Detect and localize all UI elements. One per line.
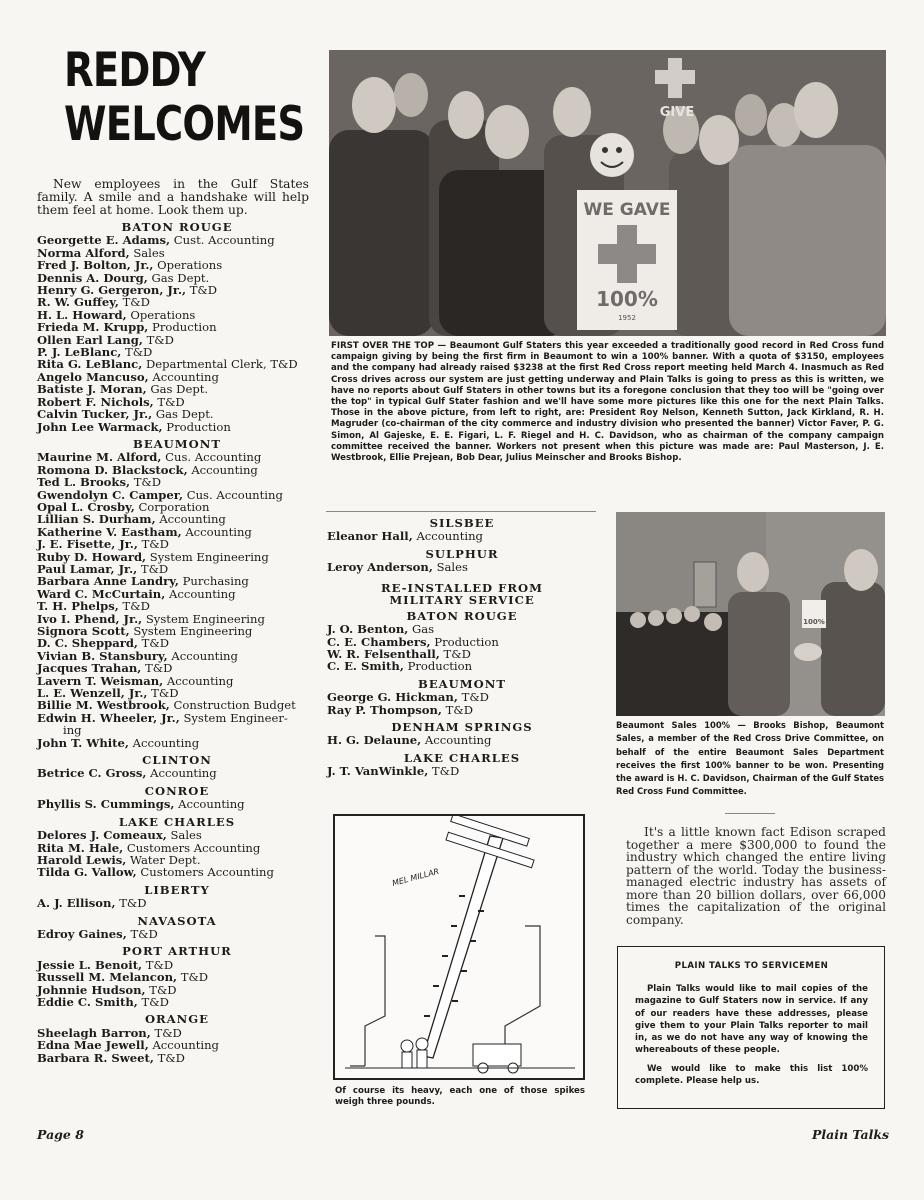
employee-entry	[37, 737, 317, 749]
employee-department: T&D	[461, 690, 489, 705]
employee-department: System Engineering	[149, 549, 269, 564]
employee-department: Operations	[157, 258, 223, 273]
employee-department: Production	[152, 320, 217, 335]
employee-name: Fred J. Bolton, Jr.,	[37, 258, 154, 273]
location-heading: LIBERTY	[144, 882, 210, 897]
employee-name: Leroy Anderson,	[327, 560, 433, 575]
svg-text:MEL MILLAR: MEL MILLAR	[391, 866, 441, 888]
employee-department: T&D	[122, 599, 150, 614]
location-heading: NAVASOTA	[137, 913, 217, 928]
employee-name: Lillian S. Durham,	[37, 512, 156, 527]
employee-department: Accounting	[152, 1038, 219, 1053]
location-heading: LAKE CHARLES	[403, 750, 521, 765]
employee-department: Accounting	[132, 735, 200, 750]
employee-department: T&D	[124, 345, 153, 360]
employee-department: Gas Dept.	[155, 407, 214, 422]
employee-name: Harold Lewis,	[37, 852, 127, 867]
employee-department: System Engineering	[145, 611, 265, 626]
employee-name: Jacques Trahan,	[37, 661, 142, 676]
employee-department: T&D	[141, 537, 169, 552]
employee-name: Angelo Mancuso,	[37, 369, 149, 384]
employee-name: Phyllis S. Cummings,	[37, 797, 175, 812]
title-line-1: REDDY	[64, 43, 206, 98]
employee-name: T. H. Phelps,	[37, 599, 119, 614]
employee-department: Customers Accounting	[126, 840, 261, 855]
location-heading: CLINTON	[142, 753, 212, 768]
employee-department: Sales	[170, 828, 202, 843]
location-heading: SILSBEE	[429, 516, 495, 530]
employee-name: Robert F. Nichols,	[37, 394, 154, 409]
group-photo-caption: FIRST OVER THE TOP — Beaumont Gulf Staters this year exceeded a traditionally good record in Red Cross fund campaign giving by being the first firm in Beaumont to win a 100% banner. With a quota of $3150, employees and the company had already raised $3238 at the first Red Cross report meeting held March 4. Inasmuch as Red Cross drives across our system are just getting underway and Plain Talks is going to press as this is written, we have no reports about Gulf Staters in other towns but its a foregone conclusion that they too will be "going over the top" in typical Gulf Stater fashion and we'll have some more pictures like this one for the next Plain Talks. Those in the above picture, from left to right, are: President Roy Nelson, Kenneth Sutton, Jack Kirkland, R. H. Magruder (co-chairman of the city commerce and industry division who presented the banner) Victor Faver, P. G. Simon, Al Gajeske, E. E. Figari, L. F. Riegel and H. C. Davidson, who as chairman of the company campaign committee received the banner. Workers not present when this picture was made are: Paul Masterson, J. E. Westbrook, Ellie Prejean, Bob Dear, Julius Meinscher and Brooks Bishop.	[331, 341, 884, 464]
reinstalled-heading-line-1: RE-INSTALLED FROM	[381, 580, 543, 595]
employee-name: Billie M. Westbrook,	[37, 698, 170, 713]
employee-entry	[37, 928, 317, 940]
employee-department: Gas Dept.	[151, 270, 210, 285]
employee-department: Customers Accounting	[140, 865, 274, 880]
employee-entry	[37, 897, 317, 909]
employee-department: T&D	[145, 957, 174, 972]
utility-pole-cartoon	[333, 814, 585, 1080]
reinstalled-heading	[327, 582, 597, 607]
employee-entry	[327, 734, 597, 746]
employee-department: Accounting	[152, 369, 219, 384]
employee-name: John T. White,	[37, 735, 129, 750]
svg-text:1952: 1952	[618, 314, 636, 322]
employee-entry	[37, 712, 317, 737]
employee-name: Rita M. Hale,	[37, 840, 124, 855]
employee-name: H. L. Howard,	[37, 307, 127, 322]
employee-department: T&D	[189, 283, 218, 298]
employee-department: Cust. Accounting	[173, 233, 275, 248]
employee-department: T&D	[445, 702, 473, 717]
employee-department: Cus. Accounting	[186, 487, 283, 502]
employee-department: Purchasing	[182, 574, 249, 589]
location-heading: DENHAM SPRINGS	[391, 720, 533, 735]
employee-department: Production	[434, 634, 499, 649]
employee-entry	[37, 996, 317, 1008]
column-divider	[326, 511, 596, 512]
employee-name: Jessie L. Benoit,	[37, 957, 143, 972]
employee-name: Ward C. McCurtain,	[37, 586, 166, 601]
employee-name: J. O. Benton,	[327, 622, 409, 637]
employee-name: Tilda G. Vallow,	[37, 865, 137, 880]
employee-name: L. E. Wenzell, Jr.,	[37, 686, 148, 701]
employee-name: C. E. Smith,	[327, 659, 404, 674]
employee-department: T&D	[141, 636, 170, 651]
employee-name: George G. Hickman,	[327, 690, 458, 705]
employee-name: Delores J. Comeaux,	[37, 828, 167, 843]
employee-name: Paul Lamar, Jr.,	[37, 561, 138, 576]
employee-department: Accounting	[178, 797, 245, 812]
employee-department: T&D	[145, 661, 173, 676]
employee-name: Calvin Tucker, Jr.,	[37, 407, 153, 422]
employee-department: System Engineering	[133, 624, 253, 638]
employee-name: Barbara R. Sweet,	[37, 1050, 154, 1065]
location-heading: BATON ROUGE	[406, 608, 518, 623]
employee-name: Henry G. Gergeron, Jr.,	[37, 283, 187, 298]
page-title	[64, 44, 304, 152]
employee-name: W. R. Felsenthall,	[327, 647, 440, 662]
employee-name: R. W. Guffey,	[37, 295, 119, 310]
employee-department: T&D	[146, 332, 174, 347]
employee-department: Water Dept.	[130, 852, 201, 867]
employee-name: C. E. Chambers,	[327, 634, 431, 649]
svg-text:100%: 100%	[596, 287, 658, 311]
employee-department: T&D	[431, 764, 460, 779]
employee-department: Production	[407, 659, 473, 674]
employee-department: T&D	[154, 1025, 182, 1040]
title-line-2: WELCOMES	[64, 97, 305, 152]
red-cross-group-photo	[329, 50, 886, 336]
employee-name: J. T. VanWinkle,	[327, 764, 429, 779]
employee-name: Edwin H. Wheeler, Jr.,	[37, 710, 180, 725]
employee-department: T&D	[141, 994, 169, 1009]
employee-name: Batiste J. Moran,	[37, 382, 147, 397]
employee-entry	[327, 530, 597, 542]
reinstalled-heading-line-2: MILITARY SERVICE	[389, 593, 535, 608]
employee-name: Barbara Anne Landry,	[37, 574, 179, 589]
employee-department: T&D	[130, 926, 158, 941]
employee-name: Ted L. Brooks,	[37, 475, 131, 490]
employee-name: Signora Scott,	[37, 624, 130, 638]
employee-name: Lavern T. Weisman,	[37, 673, 164, 688]
page-number: Page 8	[37, 1127, 84, 1142]
new-employees-list	[37, 221, 317, 1064]
employee-department: Accounting	[424, 733, 492, 748]
employee-entry	[37, 421, 317, 433]
employee-department: T&D	[140, 561, 169, 576]
employee-name: Eleanor Hall,	[327, 529, 413, 544]
employee-name: Norma Alford,	[37, 245, 130, 260]
employee-department: Gas Dept.	[150, 382, 209, 397]
employee-department: T&D	[443, 647, 471, 662]
employee-department: Construction Budget	[173, 698, 296, 713]
employee-department: Accounting	[168, 586, 236, 601]
employee-name: H. G. Delaune,	[327, 733, 422, 748]
svg-text:GIVE: GIVE	[659, 105, 695, 120]
intro-paragraph: New employees in the Gulf States family. A smile and a handshake will help them feel at home. Look them up.	[37, 177, 309, 217]
employee-department: Sales	[133, 245, 165, 260]
employee-department: Sales	[436, 560, 468, 575]
location-heading: SULPHUR	[425, 546, 499, 561]
employee-name: Georgette E. Adams,	[37, 233, 171, 248]
employee-department: Accounting	[150, 766, 217, 781]
location-heading: PORT ARTHUR	[122, 944, 232, 959]
employee-name: J. E. Fisette, Jr.,	[37, 537, 138, 552]
employee-name: D. C. Sheppard,	[37, 636, 138, 651]
employee-name: Ivo I. Phend, Jr.,	[37, 611, 143, 626]
employee-department: Accounting	[191, 462, 258, 477]
employee-name: Ollen Earl Lang,	[37, 332, 143, 347]
employee-name: Ray P. Thompson,	[327, 702, 442, 717]
servicemen-notice-box	[617, 946, 885, 1109]
employee-name: Rita G. LeBlanc,	[37, 357, 143, 372]
employee-name: Ruby D. Howard,	[37, 549, 147, 564]
employee-department: Accounting	[166, 673, 234, 688]
employee-department: Accounting	[416, 529, 483, 544]
employee-name: Eddie C. Smith,	[37, 994, 138, 1009]
employee-name: A. J. Ellison,	[37, 896, 116, 911]
employee-name: Gwendolyn C. Camper,	[37, 487, 184, 502]
employee-department: System Engineer-	[183, 710, 288, 725]
employee-entry	[37, 866, 317, 878]
location-heading: CONROE	[144, 783, 210, 798]
employee-department: Production	[166, 419, 231, 434]
employee-name: Vivian B. Stansbury,	[37, 648, 168, 663]
employee-entry	[37, 767, 317, 779]
employee-department: T&D	[119, 896, 147, 911]
employee-department: T&D	[157, 394, 185, 409]
employee-department: T&D	[122, 295, 150, 310]
employee-entry	[327, 561, 597, 573]
location-heading: BEAUMONT	[418, 676, 506, 691]
employee-name: Opal L. Crosby,	[37, 499, 135, 514]
section-rule	[725, 813, 775, 814]
employee-entry	[327, 704, 597, 716]
servicemen-paragraph-1: Plain Talks would like to mail copies of the magazine to Gulf Staters now in service. If any of our readers have these addresses, please give them to your Plain Talks reporter to mail in, as we do not have any way of knowing the whereabouts of these people.	[635, 984, 868, 1056]
edison-note: It's a little known fact Edison scraped together a mere $300,000 to found the industry which changed the entire living pattern of the world. Today the business-managed electric industry has assets of more than 20 billion dollars, over 66,000 times the capitalization of the original company.	[626, 825, 886, 927]
employee-department: Departmental Clerk, T&D	[145, 357, 298, 372]
employee-department: T&D	[157, 1050, 185, 1065]
employee-name: Dennis A. Dourg,	[37, 270, 148, 285]
employee-name: Russell M. Melancon,	[37, 970, 178, 985]
sales-award-caption: Beaumont Sales 100% — Brooks Bishop, Beaumont Sales, a member of the Red Cross Drive Committee, on behalf of the entire Beaumont Sales Department receives the first 100% banner to be won. Presenting the award is H. C. Davidson, Chairman of the Gulf States Red Cross Fund Committee.	[616, 720, 885, 797]
employee-name: Katherine V. Eastham,	[37, 524, 182, 539]
employee-name: P. J. LeBlanc,	[37, 345, 122, 360]
employee-department: T&D	[149, 982, 177, 997]
servicemen-box-title: PLAIN TALKS TO SERVICEMEN	[674, 961, 829, 971]
employee-name: Sheelagh Barron,	[37, 1025, 151, 1040]
employee-entry	[37, 1052, 317, 1064]
middle-column-list	[327, 517, 597, 778]
employee-department: T&D	[180, 970, 209, 985]
employee-department: Accounting	[185, 524, 252, 539]
employee-department-continued: ing	[63, 723, 82, 738]
employee-department: Accounting	[171, 648, 238, 663]
employee-name: Betrice C. Gross,	[37, 766, 147, 781]
employee-department: Gas	[412, 622, 435, 637]
publication-name: Plain Talks	[812, 1127, 890, 1142]
employee-department: Cus. Accounting	[165, 450, 262, 465]
employee-name: Maurine M. Alford,	[37, 450, 162, 465]
sales-award-photo	[616, 512, 885, 716]
servicemen-paragraph-2: We would like to make this list 100% complete. Please help us.	[635, 1063, 868, 1087]
employee-department: T&D	[151, 686, 179, 701]
cartoon-caption: Of course its heavy, each one of those spikes weigh three pounds.	[335, 1086, 585, 1108]
employee-name: Romona D. Blackstock,	[37, 462, 188, 477]
employee-department: T&D	[133, 475, 162, 490]
employee-name: Johnnie Hudson,	[37, 982, 146, 997]
svg-text:100%: 100%	[803, 618, 825, 626]
employee-department: Operations	[130, 307, 196, 322]
employee-name: Edna Mae Jewell,	[37, 1038, 149, 1053]
employee-department: Corporation	[138, 499, 210, 514]
employee-entry	[327, 660, 597, 672]
location-heading: BATON ROUGE	[121, 220, 233, 234]
svg-text:WE GAVE: WE GAVE	[583, 200, 671, 220]
location-heading: BEAUMONT	[133, 436, 221, 451]
employee-entry	[37, 798, 317, 810]
employee-name: Edroy Gaines,	[37, 926, 127, 941]
employee-entry	[327, 765, 597, 777]
employee-name: Frieda M. Krupp,	[37, 320, 149, 335]
employee-name: John Lee Warmack,	[37, 419, 163, 434]
location-heading: LAKE CHARLES	[118, 814, 236, 829]
employee-department: Accounting	[159, 512, 226, 527]
location-heading: ORANGE	[144, 1012, 210, 1027]
